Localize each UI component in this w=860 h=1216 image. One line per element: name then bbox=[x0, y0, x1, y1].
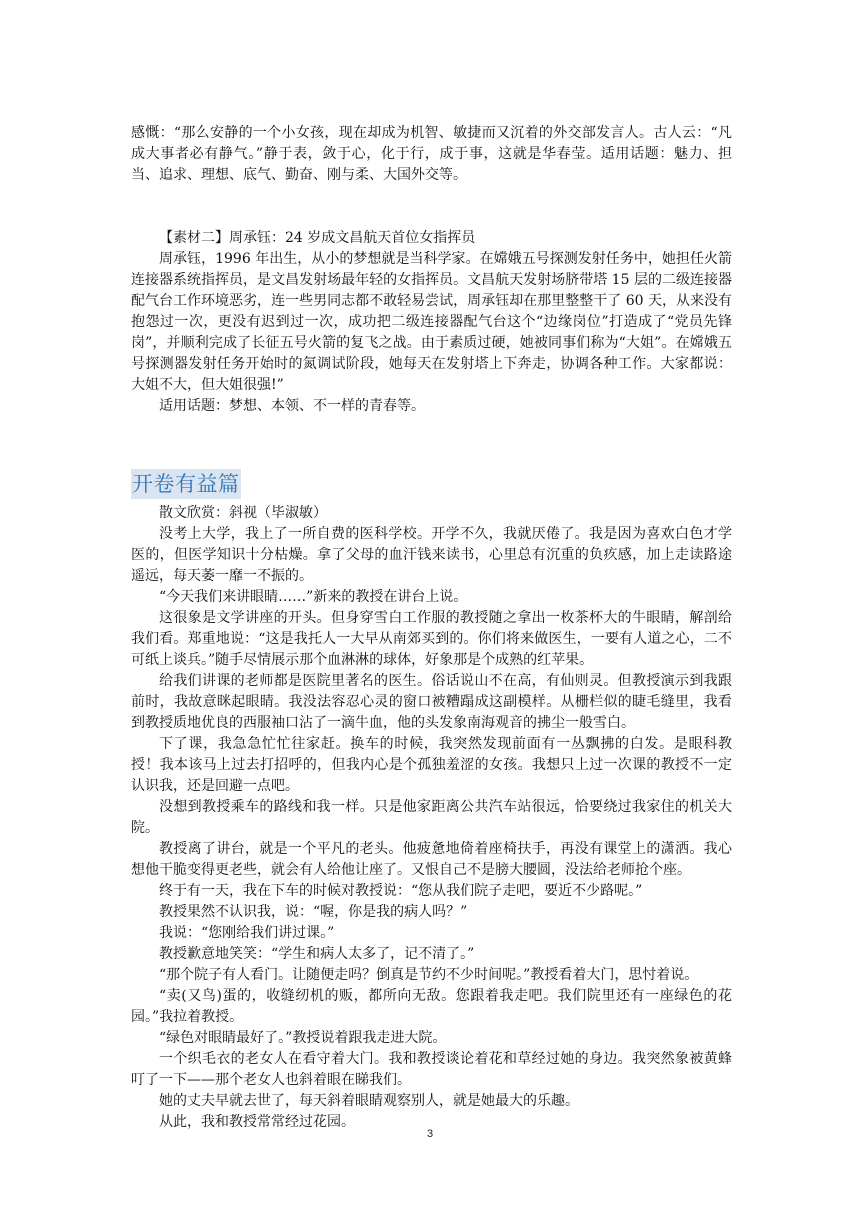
essay-paragraph: 没想到教授乘车的路线和我一样。只是他家距离公共汽车站很远，恰要绕过我家住的机关大院。 bbox=[131, 799, 732, 836]
essay-paragraph: 一个织毛衣的老女人在看守着大门。我和教授谈论着花和草经过她的身边。我突然象被黄蜂叮了一下——那个老女人也斜着眼在睇我们。 bbox=[131, 1051, 732, 1088]
material-two-body: 周承钰，1996 年出生，从小的梦想就是当科学家。在嫦娥五号探测发射任务中，她担任火箭连接器系统指挥员，是文昌发射场最年轻的女指挥员。文昌航天发射场脐带塔 15 层的二级连接器配气台工作环境恶劣，连一些男同志都不敢轻易尝试，周承钰却在那里整整干了 60 天，从来没有抱怨过一次，更没有迟到过一次，成功把二级连接器配气台这个“边缘岗位”打造成了“党员先锋岗”，并顺利完成了长征五号火箭的复飞之战。由于素质过硬，她被同事们称为“大姐”。在嫦娥五号探测器发射任务开始时的氮调试阶段，她每天在发射塔上下奔走，协调各种工作。大家都说：大姐不大，但大姐很强!” bbox=[131, 251, 732, 393]
essay-paragraph: 下了课，我急急忙忙往家赶。换车的时候，我突然发现前面有一丛飘拂的白发。是眼科教授！我本该马上过去打招呼的，但我内心是个孤独羞涩的女孩。我想只上过一次课的教授不一定认识我，还是回避一点吧。 bbox=[131, 736, 732, 794]
material-two-topics: 适用话题：梦想、本领、不一样的青春等。 bbox=[159, 398, 425, 414]
page-number: 3 bbox=[426, 1128, 434, 1140]
essay-paragraph: 她的丈夫早就去世了，每天斜着眼睛观察别人，就是她最大的乐趣。 bbox=[159, 1093, 579, 1109]
essay-paragraph: “卖(又鸟)蛋的，收缝纫机的贩，都所向无敌。您跟着我走吧。我们院里还有一座绿色的花园。”我拉着教授。 bbox=[131, 988, 732, 1025]
essay-paragraph: 终于有一天，我在下车的时候对教授说：“您从我们院子走吧，要近不少路呢。” bbox=[159, 883, 643, 899]
essay-paragraph: 没考上大学，我上了一所自费的医科学校。开学不久，我就厌倦了。我是因为喜欢白色才学医的，但医学知识十分枯燥。拿了父母的血汗钱来读书，心里总有沉重的负疚感，加上走读路途遥远，每天萎一靡一不振的。 bbox=[131, 526, 732, 584]
essay-heading: 散文欣赏：斜视（毕淑敏） bbox=[159, 505, 327, 521]
essay-paragraph: 教授果然不认识我，说：“喔，你是我的病人吗？” bbox=[159, 904, 468, 920]
essay-paragraph: 从此，我和教授常常经过花园。 bbox=[159, 1114, 355, 1130]
page-content bbox=[131, 123, 732, 1133]
essay-paragraph: “今天我们来讲眼睛……”新来的教授在讲台上说。 bbox=[159, 589, 468, 605]
essay-paragraph: 教授离了讲台，就是一个平凡的老头。他疲惫地倚着座椅扶手，再没有课堂上的潇洒。我心想他干脆变得更老些，就会有人给他让座了。又恨自己不是膀大腰圆，没法给老师抢个座。 bbox=[131, 841, 732, 878]
essay-paragraph: 给我们讲课的老师都是医院里著名的医生。俗话说山不在高，有仙则灵。但教授演示到我跟前时，我故意眯起眼睛。我没法容忍心灵的窗口被糟蹋成这副模样。从栅栏似的睫毛缝里，我看到教授质地优良的西服袖口沾了一滴牛血，他的头发象南海观音的拂尘一般雪白。 bbox=[131, 673, 732, 731]
essay-paragraph: 教授歉意地笑笑：“学生和病人太多了，记不清了。” bbox=[159, 946, 475, 962]
section-title-wrap bbox=[131, 469, 732, 499]
spacer bbox=[131, 186, 732, 207]
material-two-heading: 【素材二】周承钰：24 岁成文昌航天首位女指挥员 bbox=[159, 230, 476, 246]
section-title: 开卷有益篇 bbox=[131, 469, 241, 499]
essay-paragraph: 这很象是文学讲座的开头。但身穿雪白工作服的教授随之拿出一枚茶杯大的牛眼睛，解剖给我们看。郑重地说：“这是我托人一大早从南郊买到的。你们将来做医生，一要有人道之心，二不可纸上谈兵。”随手尽情展示那个血淋淋的球体，好象那是个成熟的红苹果。 bbox=[131, 610, 732, 668]
essay-paragraph: “那个院子有人看门。让随便走吗？倒真是节约不少时间呢。”教授看着大门，思忖着说。 bbox=[159, 967, 699, 983]
essay-paragraph: 我说：“您刚给我们讲过课。” bbox=[159, 925, 335, 941]
material-one-closing-paragraph: 感慨：“那么安静的一个小女孩，现在却成为机智、敏捷而又沉着的外交部发言人。古人云：“凡成大事者必有静气。”静于表，敛于心，化于行，成于事，这就是华春莹。适用话题：魅力、担当、追求、理想、底气、勤奋、刚与柔、大国外交等。 bbox=[131, 125, 732, 183]
essay-paragraph: “绿色对眼睛最好了。”教授说着跟我走进大院。 bbox=[159, 1030, 447, 1046]
